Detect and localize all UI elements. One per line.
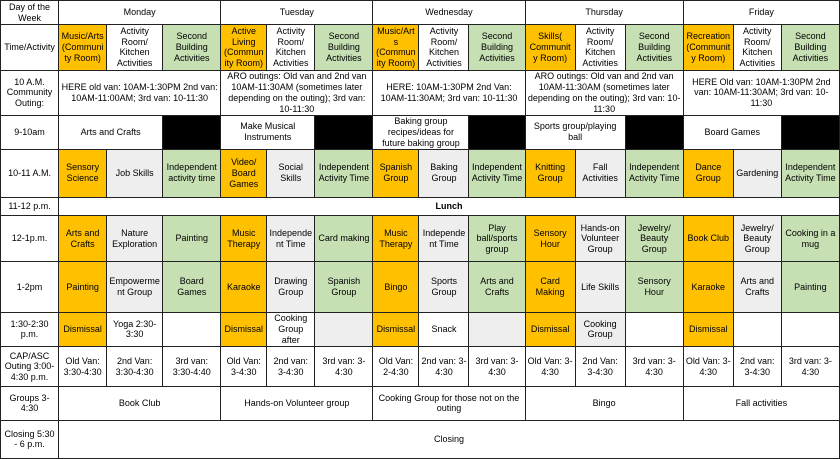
table-cell: Sports Group [419,262,469,312]
table-cell: Dismissal [373,312,419,346]
table-cell: Knitting Group [525,149,575,197]
activity-row [1,25,840,70]
row-label: Closing 5:30 - 6 p.m. [1,420,59,458]
table-cell: Spanish Group [315,262,373,312]
table-cell: Painting [163,216,221,262]
table-cell: Fall activities [683,387,839,420]
table-cell: Job Skills [107,149,163,197]
table-cell: Independent Activity Time [625,149,683,197]
table-cell: 3rd van: 3-4:30 [315,347,373,387]
table-cell: Arts and Crafts [733,262,781,312]
table-cell [733,312,781,346]
table-cell: Snack [419,312,469,346]
table-cell: 2nd van: 3-4:30 [419,347,469,387]
table-cell: Baking group recipes/ideas for future baking group [373,115,469,149]
table-cell: Second Building Activities [781,25,839,70]
closing-cell: Closing [59,420,840,458]
row-label: 10 A.M. Community Outing: [1,70,59,115]
table-cell: Old Van: 3-4:30 [525,347,575,387]
row-label: 12-1p.m. [1,216,59,262]
table-cell: Hands-on Volunteer group [221,387,373,420]
table-cell: Cooking in a mug [781,216,839,262]
table-cell: Arts and Crafts [469,262,525,312]
table-cell: Independent Time [267,216,315,262]
table-cell: Nature Exploration [107,216,163,262]
table-cell: 2nd Van: 3-4:30 [575,347,625,387]
table-cell: Karaoke [221,262,267,312]
row-label: 10-11 A.M. [1,149,59,197]
table-cell: Music Therapy [221,216,267,262]
table-cell: Old Van: 3-4:30 [221,347,267,387]
table-cell: ARO outings: Old van and 2nd van 10AM-11:30AM (sometimes later depending on the outing); 3rd van: 10-11:30 [525,70,683,115]
table-cell: Independent activity time [163,149,221,197]
lunch-row [1,197,840,215]
blank-cell [469,115,525,149]
table-cell: Activity Room/ Kitchen Activities [419,25,469,70]
day-header-friday: Friday [683,1,839,25]
table-cell: Music Therapy [373,216,419,262]
groups-row [1,387,840,420]
table-cell: Dismissal [59,312,107,346]
row-10-11 [1,149,840,197]
table-cell: Activity Room/ Kitchen Activities [267,25,315,70]
row-label: CAP/ASC Outing 3:00-4:30 p.m. [1,347,59,387]
table-cell: Painting [781,262,839,312]
table-cell: Spanish Group [373,149,419,197]
table-cell: Skills( Community Room) [525,25,575,70]
table-cell: Cooking Group [575,312,625,346]
table-cell: Second Building Activities [469,25,525,70]
blank-cell [315,115,373,149]
table-cell: Sensory Hour [625,262,683,312]
table-cell [781,312,839,346]
table-cell: HERE old van: 10AM-1:30PM 2nd van: 10AM-11:00AM; 3rd van: 10-11:30 [59,70,221,115]
blank-cell [781,115,839,149]
table-cell: Painting [59,262,107,312]
table-cell: Arts and Crafts [59,115,163,149]
table-cell: 3rd van: 3-4:30 [469,347,525,387]
table-cell: Recreation (Community Room) [683,25,733,70]
outing-row [1,70,840,115]
table-cell: Sports group/playing ball [525,115,625,149]
table-cell [315,312,373,346]
row-130-230 [1,312,840,346]
table-cell: 3rd van: 3:30-4:40 [163,347,221,387]
table-cell: 3rd van: 3-4:30 [781,347,839,387]
table-cell: Board Games [163,262,221,312]
table-cell: Arts and Crafts [59,216,107,262]
table-cell: Board Games [683,115,781,149]
table-cell: Card Making [525,262,575,312]
row-12-1 [1,216,840,262]
table-cell: 2nd van: 3-4:30 [733,347,781,387]
row-1-2 [1,262,840,312]
row-label: 1-2pm [1,262,59,312]
table-cell: Independent Time [419,216,469,262]
table-cell: Music/Arts (Community Room) [59,25,107,70]
closing-row [1,420,840,458]
table-cell: Old Van: 3-4:30 [683,347,733,387]
table-cell: Second Building Activities [315,25,373,70]
table-cell: Dance Group [683,149,733,197]
table-cell: Fall Activities [575,149,625,197]
table-cell: Cooking Group after [267,312,315,346]
table-cell: Activity Room/ Kitchen Activities [107,25,163,70]
table-cell: Jewelry/ Beauty Group [733,216,781,262]
table-cell: ARO outings: Old van and 2nd van 10AM-11:30AM (sometimes later depending on the outing); 3rd van: 10-11:30 [221,70,373,115]
day-header-tuesday: Tuesday [221,1,373,25]
table-cell: Social Skills [267,149,315,197]
row-9-10 [1,115,840,149]
table-cell: Active Living (Community Room) [221,25,267,70]
table-cell: Hands-on Volunteer Group [575,216,625,262]
table-cell: Card making [315,216,373,262]
row-label: Groups 3-4:30 [1,387,59,420]
table-cell: Empowerment Group [107,262,163,312]
table-cell: Dismissal [221,312,267,346]
table-cell: HERE Old van: 10AM-1:30PM 2nd van: 10AM-11:30AM; 3rd van: 10-11:30 [683,70,839,115]
table-cell: Activity Room/ Kitchen Activities [733,25,781,70]
table-cell: Cooking Group for those not on the outing [373,387,525,420]
day-header-wednesday: Wednesday [373,1,525,25]
table-cell: Bingo [373,262,419,312]
table-cell: Book Club [59,387,221,420]
corner-label: Day of the Week [1,1,59,25]
table-cell: Old Van: 3:30-4:30 [59,347,107,387]
day-header-thursday: Thursday [525,1,683,25]
table-cell [163,312,221,346]
blank-cell [625,115,683,149]
table-cell: Bingo [525,387,683,420]
table-cell: Independent Activity Time [469,149,525,197]
cap-row [1,347,840,387]
table-cell: Old Van: 2-4:30 [373,347,419,387]
lunch-cell: Lunch [59,197,840,215]
table-cell: Book Club [683,216,733,262]
table-cell: Activity Room/ Kitchen Activities [575,25,625,70]
table-cell: 2nd van: 3-4:30 [267,347,315,387]
table-cell: Video/ Board Games [221,149,267,197]
table-cell: Dismissal [525,312,575,346]
table-cell: Sensory Science [59,149,107,197]
table-cell: Independent Activity Time [781,149,839,197]
table-cell: Jewelry/ Beauty Group [625,216,683,262]
table-cell: Make Musical Instruments [221,115,315,149]
row-label: 11-12 p.m. [1,197,59,215]
table-cell: Independent Activity Time [315,149,373,197]
table-cell: Drawing Group [267,262,315,312]
table-cell: Dismissal [683,312,733,346]
row-label: 1:30-2:30 p.m. [1,312,59,346]
table-cell [469,312,525,346]
table-cell: Gardening [733,149,781,197]
table-cell: 2nd Van: 3:30-4:30 [107,347,163,387]
table-cell: Second Building Activities [625,25,683,70]
table-cell: Karaoke [683,262,733,312]
day-header-monday: Monday [59,1,221,25]
header-row [1,1,840,25]
table-cell: Baking Group [419,149,469,197]
table-cell: 3rd van: 3-4:30 [625,347,683,387]
table-cell: Music/Arts (Community Room) [373,25,419,70]
row-label: 9-10am [1,115,59,149]
table-cell [625,312,683,346]
table-cell: Play ball/sports group [469,216,525,262]
row-label: Time/Activity [1,25,59,70]
table-cell: Life Skills [575,262,625,312]
table-cell: Yoga 2:30-3:30 [107,312,163,346]
table-cell: Second Building Activities [163,25,221,70]
blank-cell [163,115,221,149]
table-cell: HERE: 10AM-1:30PM 2nd Van: 10AM-11:30AM; 3rd van: 10-11:30 [373,70,525,115]
table-cell: Sensory Hour [525,216,575,262]
